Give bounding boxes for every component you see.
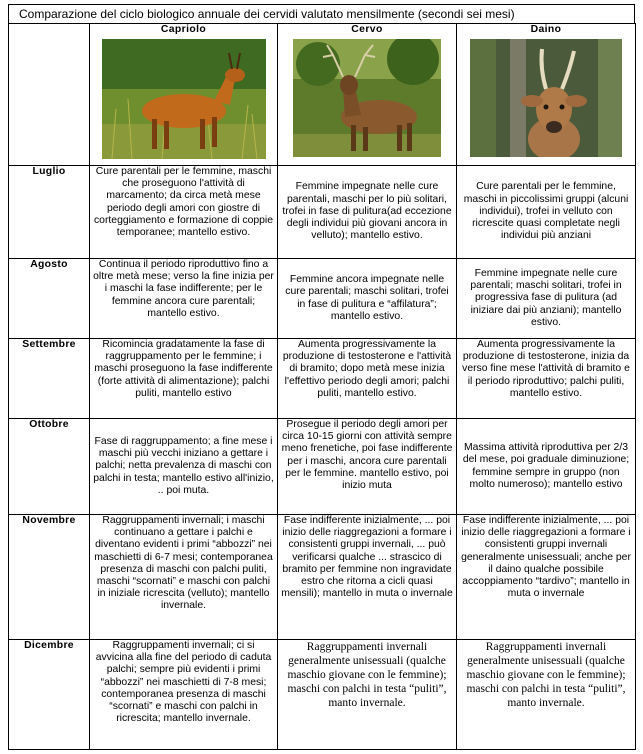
daino-cell: Aumenta progressivamente la produzione di testosterone, inizia da verso fine mese l'attività di bramito e il periodo riproduttivo; palchi puliti, mantello estivo. xyxy=(457,339,636,419)
month-label: Agosto xyxy=(9,259,90,339)
daino-cell: Fase indifferente inizialmente, ... poi inizio delle riaggregazioni a formare i consistenti gruppi invernali generalmente unisessuali; anche per il daino qualche possibile accoppiamento “tardivo”; mantello in muta o invernale xyxy=(457,515,636,640)
table-row xyxy=(9,640,636,750)
cervo-cell: Femmine ancora impegnate nelle cure parentali; maschi solitari, trofei in fase di pulitura e “affilatura”; mantello estivo. xyxy=(278,259,457,339)
comparison-table xyxy=(8,23,636,750)
roe-deer-photo xyxy=(102,39,266,159)
daino-cell: Cure parentali per le femmine, maschi in piccolissimi gruppi (alcuni individui), trofei in velluto con ricrescite quasi completate negli individui più anziani xyxy=(457,166,636,259)
column-title: Daino xyxy=(530,24,562,35)
capriolo-cell: Continua il periodo riproduttivo fino a oltre metà mese; verso la fine inizia per i maschi la fase indifferente; per le femmine ancora cure parentali; mantello estivo. xyxy=(90,259,278,339)
table-row xyxy=(9,339,636,419)
month-label: Dicembre xyxy=(9,640,90,750)
month-label: Luglio xyxy=(9,166,90,259)
cervo-cell: Raggruppamenti invernali generalmente unisessuali (qualche maschio giovane con le femmine); maschi con palchi in testa “puliti”, manto invernale. xyxy=(278,640,457,750)
cervo-cell: Prosegue il periodo degli amori per circa 10-15 giorni con attività sempre meno frenetiche, poi fase indifferente per i maschi, ancora cure parentali per le femmine. mantello estivo, poi inizio muta xyxy=(278,419,457,515)
month-label: Novembre xyxy=(9,515,90,640)
cervo-cell: Femmine impegnate nelle cure parentali, maschi per lo più solitari, trofei in fase di pulitura(ad eccezione degli individui più giovani ancora in velluto); mantello estivo. xyxy=(278,166,457,259)
capriolo-cell: Raggruppamenti invernali; ci si avvicina alla fine del periodo di caduta palchi; sempre più evidenti i primi “abbozzi” nei maschietti di 7-8 mesi; contemporanea presenza di maschi “scornati” e maschi con palchi in ricrescita; mantello invernale. xyxy=(90,640,278,750)
table-row xyxy=(9,259,636,339)
month-label: Settembre xyxy=(9,339,90,419)
table-title: Comparazione del ciclo biologico annuale dei cervidi valutato mensilmente (secondi sei mesi) xyxy=(8,4,635,24)
header-row xyxy=(9,24,636,166)
red-deer-photo xyxy=(293,39,441,157)
capriolo-cell: Ricomincia gradatamente la fase di raggruppamento per le femmine; i maschi proseguono la fase indifferente (forte attività di alimentazione); palchi puliti, mantello estivo xyxy=(90,339,278,419)
daino-cell: Raggruppamenti invernali generalmente unisessuali (qualche maschio giovane con le femmine); maschi con palchi in testa “puliti”, manto invernale. xyxy=(457,640,636,750)
capriolo-cell: Cure parentali per le femmine, maschi che proseguono l'attività di marcamento; da circa metà mese periodo degli amori con giostre di corteggiamento e formazione di coppie temporanee; mantello estivo. xyxy=(90,166,278,259)
column-title: Capriolo xyxy=(160,24,207,35)
column-header-daino xyxy=(457,24,636,166)
corner-cell xyxy=(9,24,90,166)
cervo-cell: Aumenta progressivamente la produzione di testosterone e l'attività di bramito; dopo metà mese inizia l'effettivo periodo degli amori; palchi puliti, mantello estivo. xyxy=(278,339,457,419)
capriolo-cell: Fase di raggruppamento; a fine mese i maschi più vecchi iniziano a gettare i palchi; netta prevalenza di maschi con palchi in testa; mantello estivo all'inizio, .. poi muta. xyxy=(90,419,278,515)
column-header-cervo xyxy=(278,24,457,166)
daino-cell: Massima attività riproduttiva per 2/3 del mese, poi graduale diminuzione; femmine sempre in gruppo (non molto numeroso); mantello estivo xyxy=(457,419,636,515)
column-header-capriolo xyxy=(90,24,278,166)
daino-cell: Femmine impegnate nelle cure parentali; maschi solitari, trofei in progressiva fase di pulitura (ad iniziare dai più anziani); mantello estivo. xyxy=(457,259,636,339)
fallow-deer-photo xyxy=(470,39,622,157)
column-title: Cervo xyxy=(351,24,383,35)
cervo-cell: Fase indifferente inizialmente, ... poi inizio delle riaggregazioni a formare i consistenti gruppi invernali, ... può verificarsi qualche ... strascico di bramito per femmine non ingravidate estro che ritorna a cicli quasi mensili); mantello in muta o invernale xyxy=(278,515,457,640)
table-row xyxy=(9,166,636,259)
month-label: Ottobre xyxy=(9,419,90,515)
capriolo-cell: Raggruppamenti invernali; i maschi continuano a gettare i palchi e diventano evidenti i primi “abbozzi” nei maschietti di 6-7 mesi; contemporanea presenza di maschi con palchi puliti, maschi “scornati” e maschi con palchi in iniziale ricrescita (velluto); mantello invernale. xyxy=(90,515,278,640)
table-row xyxy=(9,419,636,515)
table-row xyxy=(9,515,636,640)
